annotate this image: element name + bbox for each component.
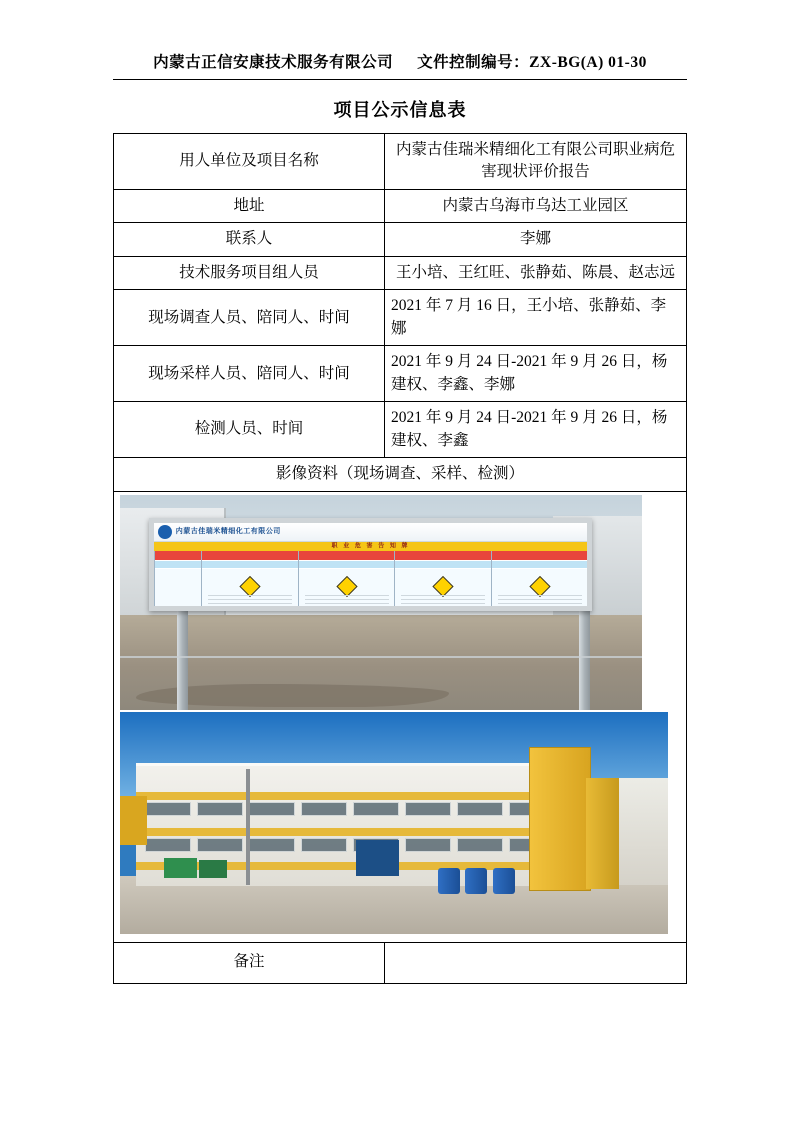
photo2-blue-barrel [493,868,515,894]
photo1-col-title [202,551,297,561]
remark-value [385,942,687,983]
table-row [114,256,687,289]
table-row [114,189,687,222]
photo2-window [145,838,191,852]
company-logo-icon [158,525,172,539]
photo2-window [249,802,295,816]
photo-notice-board [120,495,642,710]
row-value-sampling: 2021 年 9 月 24 日-2021 年 9 月 26 日，杨建权、李鑫、李娜 [385,346,687,402]
photo2-window [301,802,347,816]
photo2-window [457,802,503,816]
table-row-photos [114,491,687,942]
photo1-notice-board-panel [149,518,593,610]
table-row-remark [114,942,687,983]
photo1-board-banner [154,542,588,551]
photo1-col-title [395,551,491,561]
photo2-window [405,838,451,852]
photo2-ventilation-duct [529,747,591,891]
photo1-railing [120,656,642,658]
photo2-window [301,838,347,852]
row-label-contact: 联系人 [114,223,385,256]
remark-label: 备注 [114,942,385,983]
photo2-window [405,802,451,816]
photo1-text-lines [498,595,582,605]
photo2-facade-stripe [136,828,563,836]
photo2-door [356,840,400,876]
table-row [114,134,687,190]
photo1-ground [120,615,642,710]
photo1-col-body [395,569,491,607]
photo1-col-sub [299,561,395,569]
photo-factory-building [120,712,668,934]
photo2-blue-barrel [438,868,460,894]
photo1-col-body [155,569,202,607]
row-value-employer-project: 内蒙古佳瑞米精细化工有限公司职业病危害现状评价报告 [385,134,687,190]
row-label-survey: 现场调查人员、陪同人、时间 [114,290,385,346]
photo1-board-col-4 [491,551,588,606]
row-value-survey: 2021 年 7 月 16 日，王小培、张静茹、李娜 [385,290,687,346]
photo1-board-col-2 [298,551,395,606]
table-row-media-caption [114,458,687,491]
photo1-col-title [155,551,202,561]
photo1-col-sub [492,561,588,569]
row-label-address: 地址 [114,189,385,222]
photo2-ventilation-duct-secondary [586,778,619,889]
page-header [113,50,687,80]
table-row [114,346,687,402]
photo1-board-header [154,523,588,542]
header-organization: 内蒙古正信安康技术服务有限公司 [153,54,394,71]
photo2-window [145,802,191,816]
project-disclosure-table [113,133,687,984]
photos-cell [114,491,687,942]
photo1-col-body [202,569,297,607]
photo2-window [197,802,243,816]
photo2-window [197,838,243,852]
photo1-text-lines [208,595,292,605]
photo1-col-title [492,551,588,561]
photo1-col-body [492,569,588,607]
header-doc-number: 文件控制编号：ZX-BG(A) 01-30 [417,54,647,71]
photo2-window-row [145,838,555,852]
photo2-pipe [246,769,250,884]
photo2-window-row [145,802,555,816]
photo-container [114,492,686,942]
photo2-crane [120,796,147,845]
photo2-window [353,802,399,816]
row-label-employer-project: 用人单位及项目名称 [114,134,385,190]
photo1-col-body [299,569,395,607]
row-value-contact: 李娜 [385,223,687,256]
photo2-facade-stripe [136,792,563,800]
page-content [113,50,687,984]
photo1-board-col-head [154,551,202,606]
photo1-col-sub [202,561,297,569]
photo1-board-banner-text: 职 业 危 害 告 知 牌 [331,543,410,550]
row-label-sampling: 现场采样人员、陪同人、时间 [114,346,385,402]
table-row [114,402,687,458]
photo2-blue-barrel [465,868,487,894]
row-value-testing: 2021 年 9 月 24 日-2021 年 9 月 26 日，杨建权、李鑫 [385,402,687,458]
page-title: 项目公示信息表 [333,100,467,120]
row-label-team: 技术服务项目组人员 [114,256,385,289]
photo1-board-grid [154,551,588,606]
photo2-right-wall [613,778,668,885]
table-row [114,290,687,346]
photo1-board-col-1 [201,551,297,606]
photo2-green-bin [199,860,226,878]
table-row [114,223,687,256]
row-value-address: 内蒙古乌海市乌达工业园区 [385,189,687,222]
photo2-green-bin [164,858,197,878]
photo1-board-col-3 [394,551,491,606]
photo1-text-lines [401,595,485,605]
photo1-col-title [299,551,395,561]
photo1-board-company-name: 内蒙古佳瑞米精细化工有限公司 [175,528,281,536]
media-caption: 影像资料（现场调查、采样、检测） [114,458,687,491]
photo1-text-lines [305,595,389,605]
photo1-col-sub [395,561,491,569]
photo2-window [249,838,295,852]
photo1-col-sub [155,561,202,569]
row-label-testing: 检测人员、时间 [114,402,385,458]
photo2-window [457,838,503,852]
row-value-team: 王小培、王红旺、张静茹、陈晨、赵志远 [385,256,687,289]
